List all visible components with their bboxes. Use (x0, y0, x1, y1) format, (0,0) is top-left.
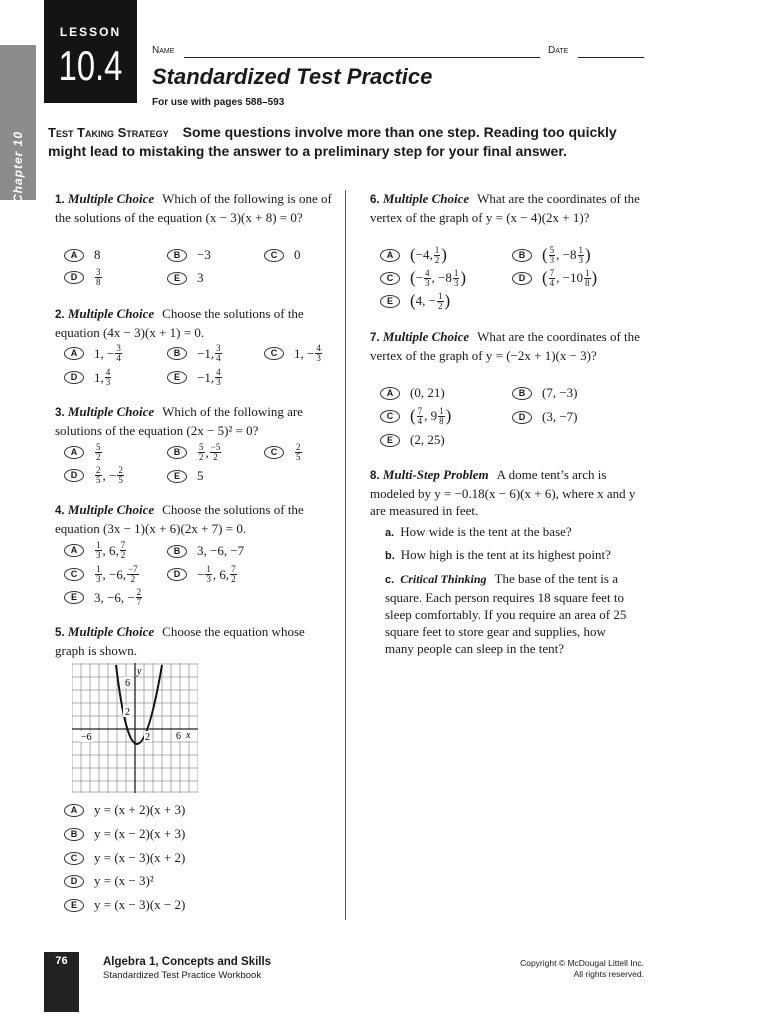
subquestion-text: How high is the tent at its highest point? (400, 547, 611, 562)
option-text: −1, (197, 369, 215, 385)
q5-option-d[interactable] (64, 873, 154, 889)
q4-option-a[interactable] (64, 541, 127, 560)
numerator: 5 (549, 244, 555, 255)
answer-bubble-b[interactable]: B (512, 249, 532, 262)
denominator: 3 (316, 353, 321, 363)
question-text: Which of the following are solutions of the equation (2x − 5)² = 0? (55, 404, 303, 438)
answer-bubble-c[interactable]: C (64, 852, 84, 865)
option-text: y = (x − 3)² (94, 873, 154, 888)
denominator: 8 (96, 277, 101, 287)
answer-bubble-b[interactable]: B (64, 828, 84, 841)
numerator: 4 (316, 343, 321, 353)
fraction (105, 368, 112, 387)
answer-bubble-e[interactable]: E (167, 272, 187, 285)
denominator: 2 (438, 300, 443, 311)
copyright-line-1: Copyright © McDougal Littell Inc. (520, 958, 644, 968)
denominator: 3 (96, 550, 101, 560)
fraction (117, 466, 124, 485)
q5-option-e[interactable] (64, 897, 185, 913)
numerator: 3 (96, 267, 101, 277)
fraction (127, 565, 139, 584)
answer-bubble-d[interactable]: D (64, 875, 84, 888)
parabola-graph (72, 663, 198, 793)
denominator: 3 (453, 277, 459, 288)
denominator: 3 (549, 254, 555, 265)
tick-label-y6: 6 (125, 678, 130, 689)
numerator: 2 (296, 442, 301, 452)
q2-option-d[interactable] (64, 368, 112, 387)
fraction (230, 565, 237, 584)
numerator: 1 (438, 290, 443, 301)
answer-bubble-a[interactable]: A (380, 387, 400, 400)
numerator: 2 (118, 465, 123, 475)
option-text: (2, 25) (410, 432, 445, 447)
answer-bubble-b[interactable]: B (167, 249, 187, 262)
fraction (120, 541, 127, 560)
answer-bubble-d[interactable]: D (64, 469, 84, 482)
option-text: 3, −6, − (94, 589, 135, 605)
answer-bubble-c[interactable]: C (264, 446, 284, 459)
question-type: Multi-Step Problem (382, 467, 489, 482)
option-text: , −10 (556, 270, 584, 285)
option-text: −1, (197, 345, 215, 361)
subquestion-text: How wide is the tent at the base? (400, 524, 572, 539)
q4-option-e[interactable] (64, 588, 143, 607)
q2-option-a[interactable] (64, 344, 123, 363)
fraction (549, 246, 556, 265)
denominator: 4 (417, 415, 423, 426)
fraction (136, 588, 143, 607)
question-number: 6. (370, 194, 380, 206)
option-text: 8 (94, 247, 101, 262)
fraction (115, 344, 122, 363)
option-text: 1, − (94, 345, 115, 361)
name-label: Name (152, 45, 175, 56)
question-text: What are the coordinates of the vertex of the graph of y = (x − 4)(2x + 1)? (370, 191, 640, 225)
question-text: Choose the equation whose graph is shown. (55, 624, 305, 658)
q6-option-e[interactable]: E ( 4, − $\frac{1}{2}$ ) (380, 291, 450, 311)
fraction (215, 368, 222, 387)
numerator: 4 (216, 367, 221, 377)
answer-bubble-c[interactable]: C (380, 410, 400, 423)
numerator: −5 (210, 442, 221, 452)
numerator: 3 (116, 343, 121, 353)
copyright (468, 958, 644, 980)
question-type: Multiple Choice (67, 306, 155, 321)
option-text: , −8 (431, 270, 452, 285)
q3-option-d[interactable]: D $\frac{2}{5}$ , − $\frac{2}{5}$ (64, 466, 125, 485)
name-field[interactable] (184, 57, 540, 58)
answer-bubble-a[interactable]: A (64, 446, 84, 459)
question-number: 8. (370, 470, 380, 482)
date-label: Date (548, 45, 569, 56)
copyright-line-2: All rights reserved. (573, 969, 644, 979)
question-type: Multiple Choice (382, 191, 470, 206)
fraction (578, 246, 585, 265)
q2-option-b[interactable] (167, 344, 223, 363)
answer-bubble-d[interactable]: D (64, 271, 84, 284)
question-type: Multiple Choice (67, 624, 155, 639)
option-text: y = (x − 2)(x + 3) (94, 826, 186, 841)
answer-bubble-b[interactable]: B (167, 347, 187, 360)
lesson-number: 10.4 (58, 42, 123, 89)
question-8a: a. How wide is the tent at the base? (385, 524, 572, 539)
q3-option-b[interactable]: B $\frac{5}{2}$ , $\frac{-5}{2}$ (167, 443, 222, 462)
option-text: 4, − (415, 293, 437, 308)
denominator: 7 (136, 597, 142, 607)
fraction (434, 246, 441, 265)
answer-bubble-a[interactable]: A (64, 544, 84, 557)
option-text: y = (x − 3)(x − 2) (94, 897, 186, 912)
denominator: 3 (578, 254, 584, 265)
q1-option-c[interactable] (264, 247, 301, 263)
numerator: 1 (434, 244, 440, 255)
answer-bubble-a[interactable]: A (64, 804, 84, 817)
option-text: − (197, 566, 205, 582)
numerator: 3 (216, 343, 221, 353)
column-divider (345, 190, 346, 920)
question-4 (55, 501, 340, 537)
denominator: 5 (96, 475, 101, 485)
answer-bubble-a[interactable]: A (64, 249, 84, 262)
q3-option-a[interactable] (64, 443, 103, 462)
date-field[interactable] (578, 57, 644, 58)
option-text: (7, −3) (542, 385, 578, 400)
question-8 (370, 466, 640, 519)
option-text: y = (x − 3)(x + 2) (94, 850, 186, 865)
x-axis-label: x (186, 730, 191, 741)
answer-bubble-e[interactable]: E (167, 371, 187, 384)
denominator: 8 (439, 415, 444, 426)
numerator: −7 (128, 564, 138, 574)
denominator: 2 (199, 452, 204, 462)
y-axis-label: y (137, 666, 142, 677)
answer-bubble-c[interactable]: C (264, 347, 284, 360)
q2-option-e[interactable] (167, 368, 223, 387)
denominator: 2 (213, 452, 218, 462)
question-number: 3. (55, 407, 65, 419)
answer-bubble-a[interactable]: A (380, 249, 400, 262)
numerator: 7 (231, 564, 236, 574)
answer-bubble-e[interactable]: E (64, 591, 84, 604)
answer-bubble-e[interactable]: E (167, 470, 187, 483)
question-2 (55, 305, 335, 341)
q1-option-e[interactable] (167, 270, 204, 286)
fraction (438, 407, 445, 426)
fraction (95, 541, 102, 560)
q5-option-a[interactable] (64, 802, 185, 818)
answer-bubble-e[interactable]: E (380, 434, 400, 447)
question-text: Which of the following is one of the solutions of the equation (x − 3)(x + 8) = 0? (55, 191, 332, 225)
option-text: (3, −7) (542, 409, 578, 424)
chapter-side-tab (0, 45, 36, 204)
q6-option-c[interactable]: C ( − $\frac{4}{3}$ , −8 $\frac{1}{3}$ ) (380, 268, 466, 288)
fraction (205, 565, 212, 584)
tick-label-x6: 6 (176, 731, 181, 742)
book-subtitle: Standardized Test Practice Workbook (103, 970, 262, 981)
option-text: 3 (197, 270, 204, 285)
q5-option-c[interactable] (64, 850, 185, 866)
fraction (198, 443, 205, 462)
denominator: 3 (425, 277, 430, 288)
answer-bubble-b[interactable]: B (167, 545, 187, 558)
fraction (453, 269, 460, 288)
question-3 (55, 403, 340, 439)
q4-option-b[interactable] (167, 543, 244, 559)
question-number: 1. (55, 194, 65, 206)
fraction (215, 344, 222, 363)
question-5 (55, 623, 335, 659)
denominator: 3 (216, 377, 221, 387)
option-text: (0, 21) (410, 385, 445, 400)
option-text: − (415, 270, 424, 285)
question-text: Choose the solutions of the equation (4x − 3)(x + 1) = 0. (55, 306, 304, 340)
numerator: 5 (199, 442, 204, 452)
q7-option-b[interactable] (512, 385, 578, 401)
fraction (210, 443, 222, 462)
answer-bubble-c[interactable]: C (264, 249, 284, 262)
question-number: 5. (55, 627, 65, 639)
tick-label-x2: 2 (145, 732, 150, 743)
tick-label-xm6: −6 (81, 732, 92, 743)
q2-option-c[interactable] (264, 344, 323, 363)
numerator: 4 (105, 367, 111, 377)
answer-bubble-b[interactable]: B (167, 446, 187, 459)
denominator: 2 (231, 574, 236, 584)
fraction (424, 269, 431, 288)
fraction (417, 407, 424, 426)
q7-option-e[interactable] (380, 432, 445, 448)
option-text: y = (x + 2)(x + 3) (94, 802, 186, 817)
denominator: 4 (216, 353, 221, 363)
option-text: 0 (294, 247, 301, 262)
question-type: Multiple Choice (67, 191, 155, 206)
denominator: 3 (105, 377, 111, 387)
q1-option-a[interactable] (64, 247, 101, 263)
q7-option-c[interactable]: C ( $\frac{7}{4}$ , 9 $\frac{1}{8}$ ) (380, 406, 451, 426)
test-taking-strategy (48, 123, 648, 161)
numerator: 4 (425, 267, 430, 278)
option-text: −4, (415, 247, 433, 262)
numerator: 1 (96, 540, 101, 550)
q5-option-b[interactable] (64, 826, 185, 842)
numerator: 7 (120, 540, 126, 550)
option-text: −3 (197, 247, 211, 262)
fraction (95, 268, 102, 287)
strategy-text: Some questions involve more than one step. Reading too quickly might lead to mistaking the answer to a preliminary step for your final answer. (48, 124, 617, 159)
fraction (95, 443, 102, 462)
denominator: 8 (585, 277, 590, 288)
question-8b: b. How high is the tent at its highest point? (385, 547, 611, 562)
answer-bubble-d[interactable]: D (512, 411, 532, 424)
answer-bubble-b[interactable]: B (512, 387, 532, 400)
numerator: 5 (96, 442, 101, 452)
book-title: Algebra 1, Concepts and Skills (103, 956, 272, 968)
denominator: 4 (116, 353, 121, 363)
fraction (549, 269, 556, 288)
question-7 (370, 328, 650, 364)
option-text: 3, −6, −7 (197, 543, 245, 558)
answer-bubble-d[interactable]: D (512, 272, 532, 285)
question-text: Choose the solutions of the equation (3x − 1)(x + 6)(2x + 7) = 0. (55, 502, 304, 536)
page-number: 76 (55, 955, 68, 967)
denominator: 2 (120, 550, 126, 560)
option-text: 1, − (294, 345, 315, 361)
lesson-label: LESSON (59, 25, 122, 39)
numerator: 1 (439, 405, 444, 416)
answer-bubble-e[interactable]: E (380, 295, 400, 308)
strategy-label: Test Taking Strategy (48, 125, 169, 140)
q1-option-b[interactable] (167, 247, 211, 263)
option-text: , −8 (556, 247, 577, 262)
numerator: 1 (578, 244, 584, 255)
page-title: Standardized Test Practice (152, 64, 433, 89)
numerator: 1 (453, 267, 459, 278)
question-text: What are the coordinates of the vertex of the graph of y = (−2x + 1)(x − 3)? (370, 329, 640, 363)
fraction (315, 344, 322, 363)
option-text: , 6, (102, 542, 119, 558)
option-text: , 9 (424, 408, 438, 423)
q3-option-e[interactable] (167, 468, 204, 484)
subquestion-type: Critical Thinking (400, 572, 487, 586)
option-text: , 6, (212, 566, 230, 582)
answer-bubble-d[interactable]: D (64, 371, 84, 384)
q6-option-a[interactable]: A ( −4, $\frac{1}{2}$ ) (380, 245, 447, 265)
lesson-badge (44, 0, 137, 103)
q7-option-d[interactable] (512, 409, 578, 425)
answer-bubble-a[interactable]: A (64, 347, 84, 360)
q6-option-d[interactable]: D ( $\frac{7}{4}$ , −10 $\frac{1}{8}$ ) (512, 268, 597, 288)
q4-option-d[interactable] (167, 565, 238, 584)
fraction (437, 292, 444, 311)
denominator: 3 (96, 574, 101, 584)
denominator: 2 (130, 574, 136, 584)
q3-option-c[interactable] (264, 443, 303, 462)
question-number: 4. (55, 505, 65, 517)
question-type: Multiple Choice (67, 502, 155, 517)
denominator: 5 (118, 475, 123, 485)
answer-bubble-e[interactable]: E (64, 899, 84, 912)
question-number: 7. (370, 332, 380, 344)
page-subtitle: For use with pages 588–593 (152, 97, 285, 108)
numerator: 1 (585, 267, 590, 278)
denominator: 3 (206, 574, 211, 584)
q4-option-c[interactable] (64, 565, 140, 584)
question-1 (55, 190, 335, 226)
option-text: 1, (94, 369, 104, 385)
numerator: 7 (417, 405, 423, 416)
numerator: 2 (96, 465, 101, 475)
q1-option-d[interactable] (64, 268, 103, 287)
answer-bubble-d[interactable]: D (167, 568, 187, 581)
denominator: 4 (549, 277, 555, 288)
option-text: − (109, 467, 117, 483)
chapter-tab-label: Chapter 10 (11, 130, 25, 204)
question-text: A dome tent’s arch is modeled by y = −0.18(x − 6)(x + 6), where x and y are measured in feet. (370, 467, 636, 518)
answer-bubble-c[interactable]: C (380, 272, 400, 285)
fraction (95, 466, 102, 485)
answer-bubble-c[interactable]: C (64, 568, 84, 581)
q6-option-b[interactable]: B ( $\frac{5}{3}$ , −8 $\frac{1}{3}$ ) (512, 245, 591, 265)
q7-option-a[interactable] (380, 385, 445, 401)
numerator: 1 (96, 564, 101, 574)
tick-label-y2: 2 (125, 707, 130, 718)
option-text: , −6, (102, 566, 127, 582)
question-type: Multiple Choice (67, 404, 155, 419)
question-8c: c. Critical Thinking The base of the tent is a square. Each person requires 18 square feet to sleep comfortably. If you require an area of 25 square feet to store gear and supplies, how many people can sleep in the tent? (385, 571, 627, 656)
denominator: 2 (434, 254, 440, 265)
numerator: 2 (136, 587, 142, 597)
question-number: 2. (55, 309, 65, 321)
denominator: 5 (296, 452, 301, 462)
subquestion-text: The base of the tent is a square. Each person requires 18 square feet to sleep comfortably. If you require an area of 25 square feet to store gear and supplies, how many people can sleep in the tent? (385, 571, 627, 656)
numerator: 7 (549, 267, 555, 278)
fraction (584, 269, 591, 288)
numerator: 1 (206, 564, 211, 574)
question-6 (370, 190, 650, 226)
denominator: 2 (96, 452, 101, 462)
question-type: Multiple Choice (382, 329, 470, 344)
fraction (295, 443, 302, 462)
fraction (95, 565, 102, 584)
option-text: 5 (197, 468, 204, 483)
